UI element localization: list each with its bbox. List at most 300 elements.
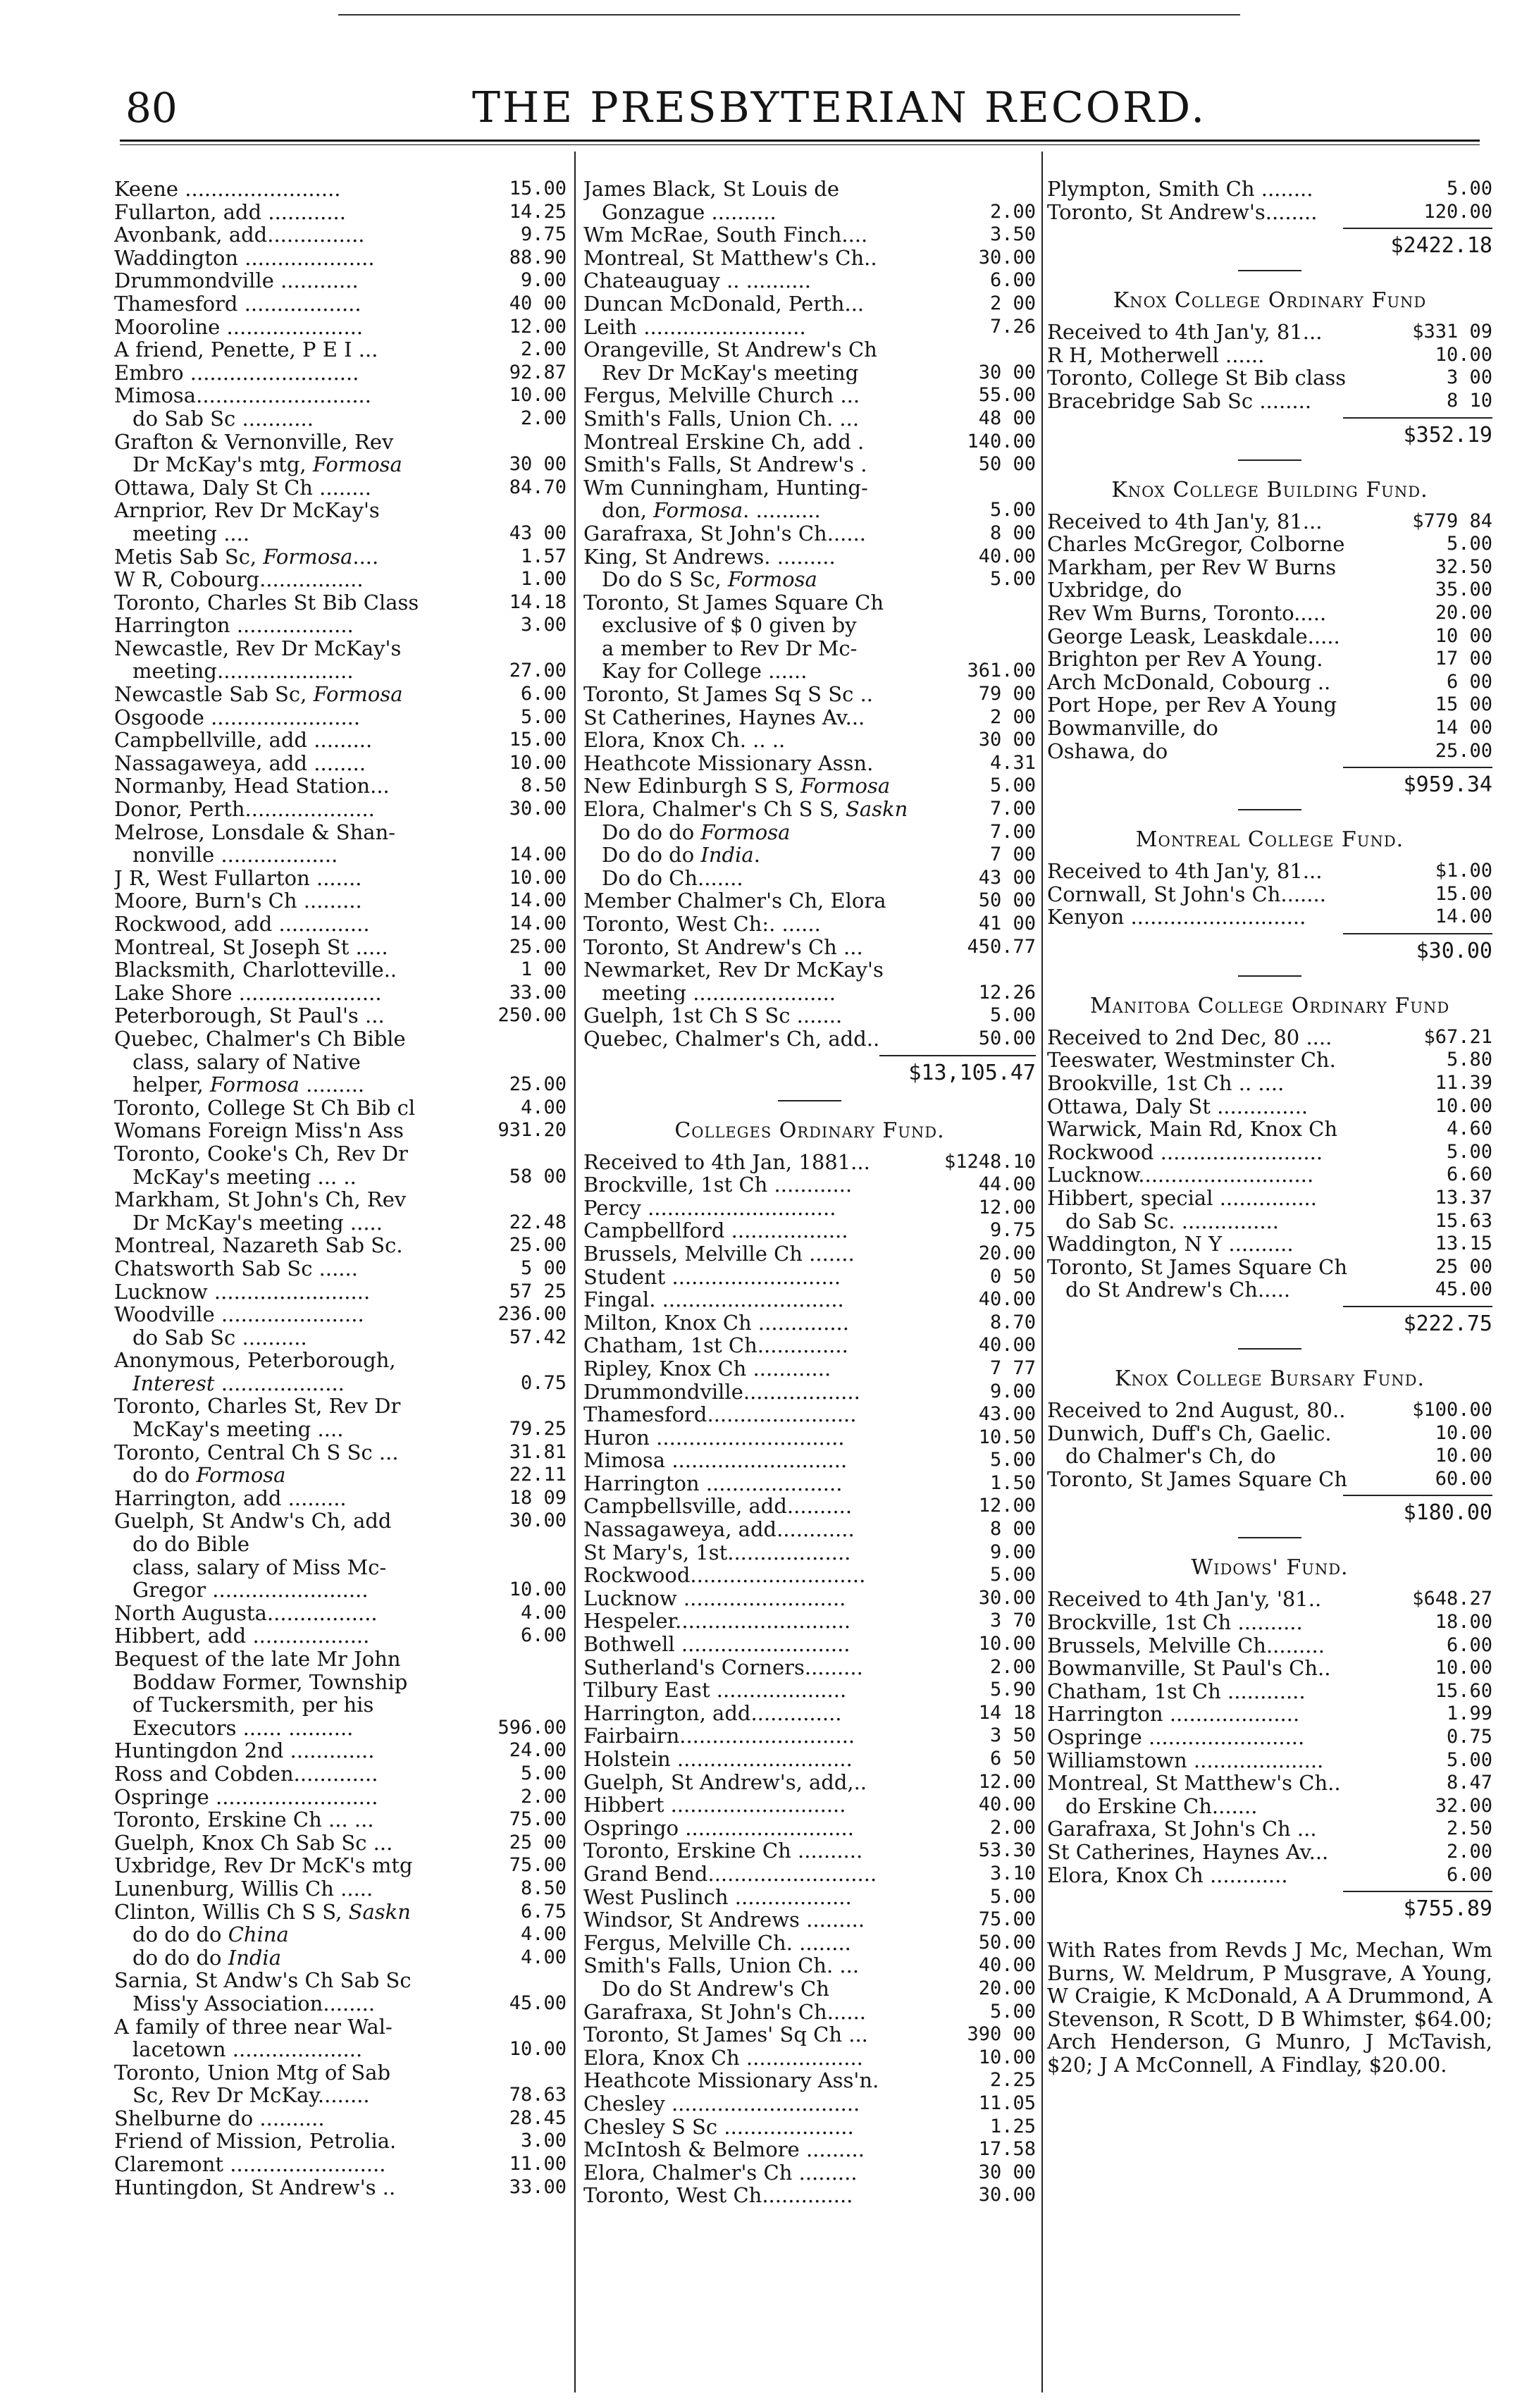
entry-label: Do do do India.	[602, 844, 760, 867]
ledger-row	[1047, 1703, 1492, 1726]
ledger-row	[1047, 1864, 1492, 1887]
entry-amount: 57.42	[509, 1326, 567, 1348]
ledger-row	[114, 683, 567, 706]
entry-amount: 8 00	[989, 521, 1036, 544]
entry-amount: 250.00	[497, 1004, 567, 1027]
ledger-row	[1047, 1049, 1492, 1072]
section-total: $352.19	[1343, 417, 1492, 450]
entry-amount: 18.00	[1435, 1610, 1492, 1633]
entry-label: Woodville ......................	[114, 1303, 364, 1326]
entry-amount: 6.00	[520, 683, 567, 705]
entry-amount: 1.57	[520, 545, 567, 567]
entry-amount: 1.25	[989, 2115, 1036, 2137]
entry-label: Fullarton, add ............	[114, 200, 346, 224]
italic-fund-name: Formosa	[196, 1464, 286, 1487]
entry-amount: 4.31	[989, 751, 1036, 774]
ledger-row	[583, 1839, 1036, 1863]
entry-label: Waddington, N Y ..........	[1047, 1233, 1294, 1256]
entry-label: Lucknow...........................	[1047, 1163, 1314, 1187]
entry-amount: 27.00	[509, 660, 567, 682]
entry-label: do Erskine Ch.......	[1065, 1794, 1258, 1818]
entry-label: Toronto, College St Bib class	[1047, 366, 1347, 390]
entry-amount: 120.00	[1423, 200, 1492, 223]
entry-amount: 9.75	[520, 223, 567, 246]
ledger-row	[1047, 602, 1492, 625]
entry-amount: 30 00	[509, 453, 567, 476]
ledger-row	[114, 384, 567, 407]
entry-amount: 30.00	[509, 1509, 567, 1532]
entry-amount: 6.75	[520, 1900, 567, 1922]
section-divider	[778, 1100, 841, 1101]
section-heading: Montreal College Fund.	[1135, 827, 1404, 853]
entry-label: Ottawa, Daly St ..............	[1047, 1094, 1309, 1118]
ledger-row	[114, 1073, 567, 1097]
entry-label: do do Bible	[132, 1533, 250, 1556]
entry-label: Ottawa, Daly St Ch ........	[114, 476, 371, 500]
entry-label: exclusive of $ 0 given by	[602, 614, 857, 637]
entry-label: Rockwood, add ..............	[114, 913, 370, 936]
ledger-row	[583, 431, 1036, 454]
entry-label: Womans Foreign Miss'n Ass	[114, 1119, 404, 1142]
entry-label: Hibbert ...........................	[583, 1793, 846, 1817]
entry-amount: 12.00	[978, 1196, 1036, 1218]
entry-label: nonville ..................	[132, 844, 338, 867]
ledger-row	[583, 1004, 1036, 1027]
entry-amount: 9.75	[989, 1219, 1036, 1242]
entry-amount: 5.00	[1446, 533, 1492, 555]
entry-amount: 8.70	[989, 1311, 1036, 1333]
entry-amount: 5.00	[520, 1762, 567, 1784]
entry-label: Arnprior, Rev Dr McKay's	[114, 499, 380, 522]
entry-label: Duncan McDonald, Perth...	[583, 292, 865, 316]
entry-amount: 361.00	[967, 660, 1036, 682]
entry-label: Toronto, Charles St, Rev Dr	[114, 1395, 401, 1419]
ledger-row	[1047, 1611, 1492, 1634]
top-rule	[338, 14, 1240, 16]
entry-label: of Tuckersmith, per his	[132, 1693, 374, 1717]
ledger-row	[114, 1923, 567, 1946]
section-divider	[1238, 1348, 1301, 1350]
entry-amount: 3.10	[989, 1862, 1036, 1884]
entry-label: Brighton per Rev A Young.	[1047, 648, 1323, 671]
entry-amount: 6.00	[989, 269, 1036, 292]
entry-label: Harrington, add..............	[583, 1701, 842, 1725]
ledger-row	[114, 660, 567, 683]
entry-amount: 17.58	[978, 2138, 1036, 2161]
section-divider	[1238, 459, 1301, 461]
entry-amount: 8 00	[989, 1518, 1036, 1540]
entry-label: Lunenburg, Willis Ch .....	[114, 1877, 373, 1901]
ledger-row	[583, 2046, 1036, 2070]
entry-label: Avonbank, add...............	[114, 223, 365, 247]
entry-amount: 88.90	[509, 246, 567, 268]
entry-label: Markham, St John's Ch, Rev	[114, 1188, 407, 1211]
entry-label: do do do China	[132, 1923, 289, 1946]
entry-amount: 50.00	[978, 1931, 1036, 1953]
page-number: 80	[125, 84, 178, 132]
entry-label: Miss'y Association........	[132, 1992, 376, 2015]
ledger-row	[1047, 1795, 1492, 1818]
ledger-row	[583, 1656, 1036, 1679]
entry-amount: 5.00	[1446, 1748, 1492, 1771]
entry-label: Claremont ........................	[114, 2153, 386, 2176]
entry-label: Oshawa, do	[1047, 739, 1168, 763]
entry-amount: 2 00	[989, 292, 1036, 314]
column-3-top-total: $2422.18	[1343, 228, 1492, 260]
ledger-row	[583, 614, 1036, 637]
entry-label: Gregor ........................	[132, 1579, 369, 1602]
ledger-row	[583, 316, 1036, 339]
entry-amount: 30 00	[978, 361, 1036, 383]
ledger-row	[114, 958, 567, 982]
entry-label: Campbellsville, add..........	[583, 1495, 853, 1519]
entry-label: Melrose, Lonsdale & Shan-	[114, 820, 396, 844]
entry-amount: 30 00	[978, 729, 1036, 751]
italic-fund-name: Formosa	[209, 1073, 299, 1097]
entry-label: Toronto, Union Mtg of Sab	[114, 2061, 391, 2085]
ledger-row	[114, 2130, 567, 2153]
entry-amount: 6.00	[520, 1624, 567, 1647]
ledger-row	[1047, 1445, 1492, 1468]
ledger-row	[1047, 579, 1492, 602]
entry-label: Received to 2nd Dec, 80 ....	[1047, 1025, 1332, 1049]
ledger-row	[1047, 390, 1492, 413]
section-heading: Manitoba College Ordinary Fund	[1089, 993, 1450, 1018]
entry-amount: 7.00	[989, 820, 1036, 843]
entry-label: Ross and Cobden.............	[114, 1762, 378, 1786]
entry-amount: 5 00	[520, 1257, 567, 1279]
entry-label: James Black, St Louis de	[583, 178, 840, 201]
ledger-row	[1047, 883, 1492, 906]
entry-label: Donor, Perth....................	[114, 798, 375, 821]
entry-amount: $648.27	[1412, 1588, 1492, 1610]
entry-label: Toronto, St James Square Ch	[1047, 1467, 1348, 1491]
entry-label: Elora, Knox Ch ............	[1047, 1863, 1288, 1887]
section-list	[1047, 1588, 1492, 1887]
entry-label: lacetown ....................	[132, 2038, 363, 2061]
ledger-row	[114, 178, 567, 201]
ledger-row	[583, 1495, 1036, 1518]
entry-label: Montreal, St Matthew's Ch..	[1047, 1772, 1341, 1795]
entry-label: Ospringe .........................	[114, 1785, 378, 1809]
entry-label: Harrington ....................	[1047, 1703, 1300, 1726]
entry-amount: 0.75	[520, 1371, 567, 1394]
entry-label: Quebec, Chalmer's Ch Bible	[114, 1027, 406, 1051]
ledger-row	[583, 1610, 1036, 1633]
entry-amount: 4.00	[520, 1096, 567, 1118]
entry-label: Do do St Andrew's Ch	[602, 1977, 829, 2001]
ledger-row	[1047, 1095, 1492, 1118]
ledger-row	[114, 774, 567, 798]
entry-label: R H, Motherwell ......	[1047, 343, 1265, 367]
entry-label: Toronto, St Andrew's........	[1047, 200, 1318, 224]
ledger-row	[114, 1349, 567, 1372]
ledger-row	[114, 1533, 567, 1556]
entry-amount: 30 00	[978, 2161, 1036, 2183]
ledger-row	[114, 1234, 567, 1257]
entry-amount: 2.00	[520, 1785, 567, 1808]
column-3	[1047, 178, 1492, 2077]
entry-amount: 53.30	[978, 1839, 1036, 1862]
entry-amount: 43 00	[978, 866, 1036, 889]
ledger-row	[114, 1992, 567, 2015]
section-list	[1047, 321, 1492, 412]
entry-label: Chateauguay .. ..........	[583, 269, 811, 292]
entry-label: Toronto, Cooke's Ch, Rev Dr	[114, 1142, 409, 1166]
entry-amount: 2.00	[1446, 1840, 1492, 1863]
ledger-row	[114, 269, 567, 292]
entry-label: Leith .........................	[583, 315, 806, 339]
entry-amount: 2.00	[989, 200, 1036, 223]
italic-fund-name: Saskn	[348, 1900, 411, 1924]
entry-amount: 6 50	[989, 1748, 1036, 1770]
ledger-row	[1047, 1749, 1492, 1772]
entry-label: meeting ....	[132, 521, 250, 545]
ledger-row	[583, 1724, 1036, 1748]
entry-amount: 15.00	[509, 178, 567, 199]
entry-label: helper, Formosa .........	[132, 1073, 365, 1097]
entry-amount: 50 00	[978, 453, 1036, 476]
entry-amount: 41 00	[978, 913, 1036, 934]
section-divider	[1238, 1537, 1301, 1538]
ledger-row	[583, 292, 1036, 316]
ledger-row	[114, 1739, 567, 1762]
entry-amount: 25 00	[1435, 1255, 1492, 1278]
entry-amount: 7 77	[989, 1357, 1036, 1379]
ledger-row	[583, 1288, 1036, 1311]
ledger-row	[583, 798, 1036, 821]
entry-label: do Chalmer's Ch, do	[1065, 1445, 1276, 1468]
entry-label: Mooroline .....................	[114, 315, 364, 339]
entry-amount: 236.00	[497, 1303, 567, 1326]
entry-label: Clinton, Willis Ch S S, Saskn	[114, 1900, 411, 1924]
entry-amount: 15 00	[1435, 693, 1492, 716]
ledger-row	[583, 1863, 1036, 1886]
section-list	[1047, 860, 1492, 929]
ledger-row	[1047, 201, 1492, 224]
entry-amount: 30.00	[509, 798, 567, 820]
ledger-row	[1047, 1163, 1492, 1187]
ledger-row	[1047, 344, 1492, 367]
entry-label: a member to Rev Dr Mc-	[602, 636, 858, 660]
entry-amount: 15.63	[1435, 1209, 1492, 1232]
section-total: $180.00	[1343, 1495, 1492, 1527]
entry-amount: 14 18	[978, 1701, 1036, 1724]
ledger-row	[583, 2001, 1036, 2024]
ledger-row	[114, 476, 567, 500]
entry-label: Campbellville, add .........	[114, 729, 373, 752]
ledger-row	[114, 706, 567, 729]
ledger-row	[114, 1693, 567, 1717]
entry-amount: 10.00	[1435, 1421, 1492, 1444]
ledger-row	[1047, 1680, 1492, 1703]
entry-amount: 2.25	[989, 2069, 1036, 2092]
entry-label: Huntingdon 2nd .............	[114, 1739, 375, 1762]
ledger-row	[1047, 556, 1492, 579]
ledger-row	[1047, 366, 1492, 390]
ledger-row	[114, 453, 567, 476]
entry-label: Wm McRae, South Finch....	[583, 223, 868, 247]
ledger-row	[583, 338, 1036, 362]
ledger-row	[583, 1541, 1036, 1564]
entry-amount: 25 00	[509, 1831, 567, 1853]
entry-amount: 14.00	[1435, 906, 1492, 928]
entry-amount: 92.87	[509, 361, 567, 383]
section-heading: Knox College Bursary Fund.	[1114, 1366, 1425, 1391]
entry-label: do Sab Sc ...........	[132, 407, 314, 431]
ledger-row	[583, 1817, 1036, 1840]
entry-label: Chesley S Sc ....................	[583, 2115, 854, 2139]
entry-label: Shelburne do ..........	[114, 2106, 325, 2130]
ledger-row	[114, 637, 567, 660]
column-2	[583, 178, 1036, 2207]
entry-label: Member Chalmer's Ch, Elora	[583, 889, 886, 913]
entry-label: Tilbury East ....................	[583, 1679, 847, 1702]
entry-amount: 9.00	[989, 1380, 1036, 1402]
colleges-ordinary-list	[583, 1151, 1036, 2207]
ledger-row	[583, 1151, 1036, 1174]
ledger-row	[114, 1648, 567, 1671]
ledger-row	[583, 2023, 1036, 2046]
entry-label: Heathcote Missionary Assn.	[583, 751, 874, 775]
entry-label: Toronto, St James' Sq Ch ...	[583, 2023, 868, 2046]
entry-label: Bracebridge Sab Sc ........	[1047, 389, 1312, 413]
entry-label: do Sab Sc. ...............	[1065, 1209, 1279, 1233]
entry-label: Markham, per Rev W Burns	[1047, 555, 1337, 579]
ledger-row	[583, 1771, 1036, 1794]
ledger-row	[114, 1877, 567, 1901]
entry-amount: 7.26	[989, 315, 1036, 338]
entry-label: do do Formosa	[132, 1464, 286, 1487]
ledger-row	[583, 889, 1036, 913]
ledger-row	[114, 1808, 567, 1832]
ledger-row	[583, 178, 1036, 201]
ledger-row	[1047, 1468, 1492, 1491]
ledger-row	[583, 545, 1036, 569]
ledger-row	[583, 2092, 1036, 2116]
entry-amount: $67.21	[1423, 1025, 1492, 1048]
entry-label: Guelph, St Andw's Ch, add	[114, 1509, 392, 1533]
entry-label: Received to 2nd August, 80..	[1047, 1399, 1346, 1422]
entry-amount: 32.00	[1435, 1794, 1492, 1817]
ledger-row	[1047, 906, 1492, 929]
ledger-row	[114, 316, 567, 339]
entry-amount: 6.00	[1446, 1634, 1492, 1656]
ledger-row	[583, 1886, 1036, 1909]
ledger-row	[114, 1464, 567, 1487]
entry-label: Lucknow ........................	[114, 1280, 371, 1304]
entry-label: don, Formosa. ..........	[602, 499, 821, 522]
entry-amount: 450.77	[967, 935, 1036, 958]
ledger-row	[114, 1946, 567, 1970]
entry-amount: 3 50	[989, 1724, 1036, 1747]
ledger-row	[583, 913, 1036, 936]
entry-label: Toronto, Erskine Ch ..........	[583, 1839, 863, 1863]
entry-amount: 5.00	[989, 1885, 1036, 1908]
ledger-row	[1047, 1256, 1492, 1279]
ledger-row	[1047, 1657, 1492, 1680]
entry-label: Wm Cunningham, Hunting-	[583, 476, 868, 500]
entry-amount: 17 00	[1435, 648, 1492, 670]
entry-label: Received to 4th Jan'y, 81...	[1047, 321, 1323, 344]
entry-label: Huntingdon, St Andrew's ..	[114, 2175, 396, 2199]
entry-amount: 24.00	[509, 1739, 567, 1762]
entry-label: W R, Cobourg................	[114, 568, 364, 591]
entry-amount: 57 25	[509, 1280, 567, 1302]
entry-label: Lake Shore ......................	[114, 981, 382, 1005]
ledger-row	[583, 936, 1036, 959]
ledger-row	[114, 1395, 567, 1418]
entry-amount: 75.00	[978, 1908, 1036, 1931]
ledger-row	[114, 889, 567, 913]
ledger-row	[583, 729, 1036, 752]
italic-fund-name: Saskn	[845, 798, 908, 821]
entry-label: Brockville, 1st Ch ..........	[1047, 1610, 1303, 1634]
entry-label: Do do S Sc, Formosa	[602, 568, 817, 591]
entry-label: do St Andrew's Ch.....	[1065, 1278, 1291, 1302]
ledger-row	[583, 201, 1036, 224]
entry-amount: 79.25	[509, 1418, 567, 1440]
entry-label: Guelph, Knox Ch Sab Sc ...	[114, 1831, 393, 1855]
entry-label: Received to 4th Jan'y, '81..	[1047, 1588, 1322, 1611]
ledger-row	[1047, 1817, 1492, 1841]
entry-amount: 40.00	[978, 1334, 1036, 1357]
entry-amount: 6 00	[1446, 670, 1492, 693]
entry-label: Mimosa ...........................	[583, 1449, 848, 1472]
entry-amount: 9.00	[520, 269, 567, 292]
italic-fund-name: Formosa	[800, 774, 891, 798]
entry-label: Blacksmith, Charlotteville..	[114, 958, 397, 982]
ledger-row	[583, 362, 1036, 385]
entry-label: McIntosh & Belmore .........	[583, 2138, 865, 2161]
ledger-row	[583, 660, 1036, 683]
entry-label: Hespeler...........................	[583, 1610, 851, 1634]
entry-amount: 10.00	[978, 2046, 1036, 2068]
column-2-list	[583, 178, 1036, 1051]
ledger-row	[583, 844, 1036, 867]
ledger-row	[583, 637, 1036, 660]
entry-amount: $779 84	[1412, 510, 1492, 532]
entry-amount: 5.00	[989, 1564, 1036, 1586]
entry-amount: 12.26	[978, 981, 1036, 1004]
entry-label: Guelph, St Andrew's, add,..	[583, 1770, 867, 1794]
ledger-row	[583, 1334, 1036, 1357]
entry-label: New Edinburgh S S, Formosa	[583, 774, 891, 798]
entry-amount: 35.00	[1435, 579, 1492, 601]
entry-label: Bowmanville, St Paul's Ch..	[1047, 1657, 1331, 1680]
section-heading: Knox College Building Fund.	[1111, 477, 1428, 502]
entry-label: Smith's Falls, St Andrew's .	[583, 453, 867, 476]
ledger-row	[1047, 648, 1492, 671]
ledger-row	[114, 2038, 567, 2061]
entry-label: Brockville, 1st Ch ............	[583, 1173, 853, 1197]
section-total: $30.00	[1343, 933, 1492, 965]
entry-amount: 140.00	[967, 430, 1036, 452]
entry-label: Williamstown ....................	[1047, 1748, 1324, 1772]
entry-amount: 33.00	[509, 981, 567, 1004]
entry-amount: 12.00	[509, 315, 567, 338]
ledger-row	[114, 913, 567, 936]
column-2-total: $13,105.47	[879, 1055, 1036, 1087]
ledger-row	[583, 591, 1036, 615]
column-1	[114, 178, 567, 2199]
ledger-row	[114, 2061, 567, 2085]
ledger-row	[1047, 178, 1492, 201]
entry-label: Toronto, St James Square Ch	[1047, 1255, 1348, 1279]
entry-label: Arch McDonald, Cobourg ..	[1047, 670, 1331, 694]
entry-label: Keene ........................	[114, 178, 341, 201]
entry-label: Sc, Rev Dr McKay........	[132, 2084, 370, 2107]
